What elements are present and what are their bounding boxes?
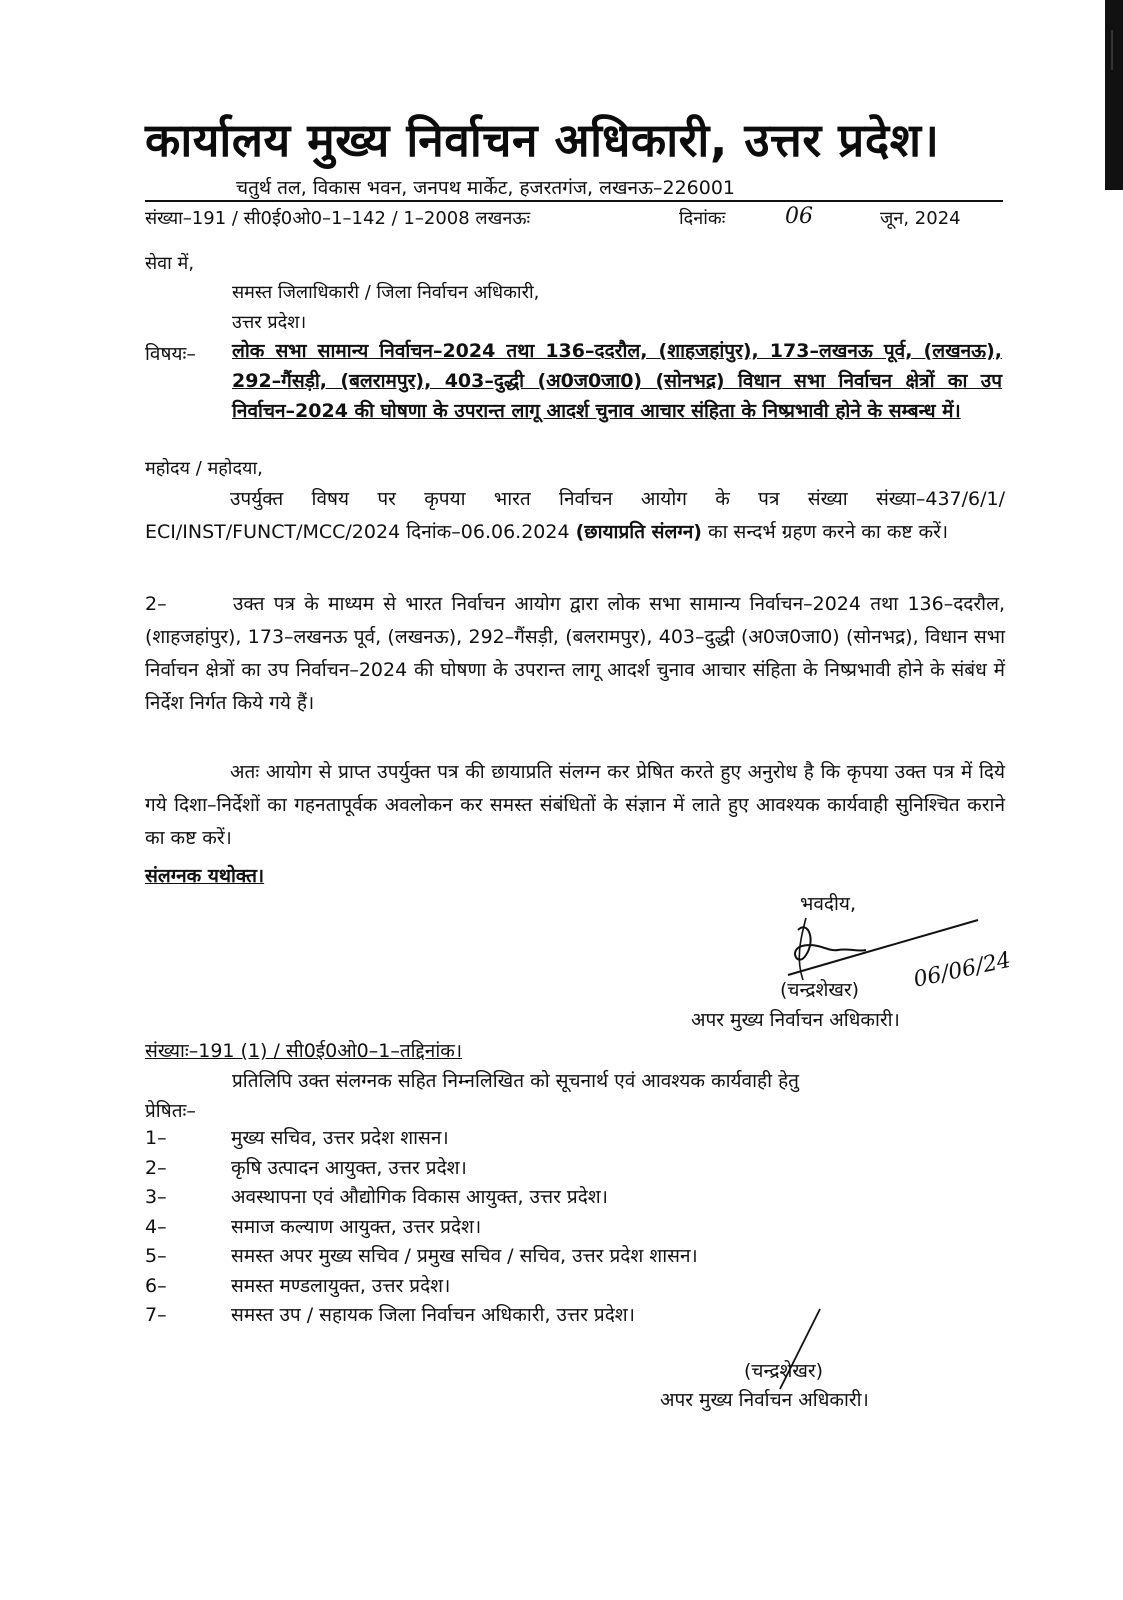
list-item: 4– समाज कल्याण आयुक्त, उत्तर प्रदेश। — [145, 1215, 482, 1238]
office-address: चतुर्थ तल, विकास भवन, जनपथ मार्केट, हजरतगंज, लखनऊ–226001 — [236, 177, 736, 199]
paragraph-3-text: अतः आयोग से प्राप्त उपर्युक्त पत्र की छायाप्रति संलग्न कर प्रेषित करते हुए अनुरोध है कि कृपया उक्त पत्र में दिये गये दिशा–निर्देशों का गहनतापूर्वक अवलोकन कर समस्त संबंधितों के संज्ञान में लाते हुए आवश्यक कार्यवाही सुनिश्चित कराने का कष्ट करें। — [145, 761, 1005, 849]
copy-reference-number: संख्याः–191 (1) / सी0ई0ओ0–1–तद्दिनांक। — [145, 1040, 463, 1062]
paragraph-2-number: 2– — [145, 593, 167, 615]
date-day-handwritten: 06 — [785, 204, 813, 229]
salutation-to: सेवा में, — [145, 253, 195, 274]
signatory-designation-2: अपर मुख्य निर्वाचन अधिकारी। — [660, 1389, 869, 1411]
paragraph-1-text-a: उपर्युक्त विषय पर कृपया भारत निर्वाचन आयोग के पत्र संख्या संख्या–437/6/1/ ECI/INST/FUNCT/MCC/2024 दिनांक–06.06.2024 — [145, 488, 1005, 543]
copy-intro: प्रतिलिपि उक्त संलग्नक सहित निम्नलिखित को सूचनार्थ एवं आवश्यक कार्यवाही हेतु — [232, 1070, 800, 1092]
reference-row — [145, 200, 1003, 236]
signature-block-1 — [688, 880, 1018, 1040]
enclosure-note: संलग्नक यथोक्त। — [145, 865, 265, 887]
handwritten-date: 06/06/24 — [911, 947, 1014, 993]
paragraph-1-enclosure-note: (छायाप्रति संलग्न) — [575, 521, 702, 543]
reference-number: संख्या–191 / सी0ई0ओ0–1–142 / 1–2008 लखनऊः — [145, 208, 531, 229]
paragraph-2-text: उक्त पत्र के माध्यम से भारत निर्वाचन आयोग द्वारा लोक सभा सामान्य निर्वाचन–2024 तथा 136–ददरौल, (शाहजहांपुर), 173–लखनऊ पूर्व, (लखनऊ), 292–गैंसड़ी, (बलरामपुर), 403–दुद्धी (अ0ज0जा0) (सोनभद्र), विधान सभा निर्वाचन क्षेत्रों का उप निर्वाचन–2024 की घोषणा के उपरान्त लागू आदर्श चुनाव आचार संहिता के निष्प्रभावी होने के संबंध में निर्देश निर्गत किये गये हैं। — [145, 593, 1005, 714]
paragraph-1-text-b: का सन्दर्भ ग्रहण करने का कष्ट करें। — [701, 521, 949, 543]
paragraph-3 — [145, 756, 1005, 855]
list-item: 6– समस्त मण्डलायुक्त, उत्तर प्रदेश। — [145, 1274, 451, 1297]
list-item: 1– मुख्य सचिव, उत्तर प्रदेश शासन। — [145, 1127, 449, 1149]
closing-yours-faithfully: भवदीय, — [800, 893, 856, 915]
addressee-line-1: समस्त जिलाधिकारी / जिला निर्वाचन अधिकारी, — [232, 282, 540, 303]
subject-text: लोक सभा सामान्य निर्वाचन–2024 तथा 136–ददरौल, (शाहजहांपुर), 173–लखनऊ पूर्व, (लखनऊ), 292–गैंसड़ी, (बलरामपुर), 403–दुद्धी (अ0ज0जा0) (सोनभद्र) विधान सभा निर्वाचन क्षेत्रों का उप निर्वाचन–2024 की घोषणा के उपरान्त लागू आदर्श चुनाव आचार संहिता के निष्प्रभावी होने के सम्बन्ध में। — [232, 340, 1002, 422]
recipient-list — [145, 1124, 698, 1331]
list-item: 7– समस्त उप / सहायक जिला निर्वाचन अधिकारी, उत्तर प्रदेश। — [145, 1304, 635, 1326]
subject-label: विषयः– — [145, 343, 196, 365]
scan-mark — [1111, 30, 1113, 70]
list-item: 2– कृषि उत्पादन आयुक्त, उत्तर प्रदेश। — [145, 1156, 467, 1179]
paragraph-2 — [145, 588, 1005, 720]
scan-border-edge — [1105, 0, 1123, 190]
signatory-name-2: (चन्द्रशेखर) — [744, 1360, 824, 1382]
office-title: कार्यालय मुख्य निर्वाचन अधिकारी, उत्तर प्रदेश। — [145, 113, 940, 167]
date-label: दिनांकः — [679, 208, 726, 229]
addressee-line-2: उत्तर प्रदेश। — [232, 312, 307, 333]
date-month-year: जून, 2024 — [880, 208, 961, 229]
signatory-name-1: (चन्द्रशेखर) — [780, 979, 860, 1001]
copy-intro-continued: प्रेषितः– — [145, 1100, 196, 1122]
greeting: महोदय / महोदया, — [145, 458, 263, 479]
signatory-designation-1: अपर मुख्य निर्वाचन अधिकारी। — [691, 1009, 900, 1031]
list-item: 3– अवस्थापना एवं औद्योगिक विकास आयुक्त, उत्तर प्रदेश। — [145, 1186, 608, 1208]
list-item: 5– समस्त अपर मुख्य सचिव / प्रमुख सचिव / सचिव, उत्तर प्रदेश शासन। — [145, 1245, 698, 1267]
paragraph-1 — [145, 483, 1005, 549]
